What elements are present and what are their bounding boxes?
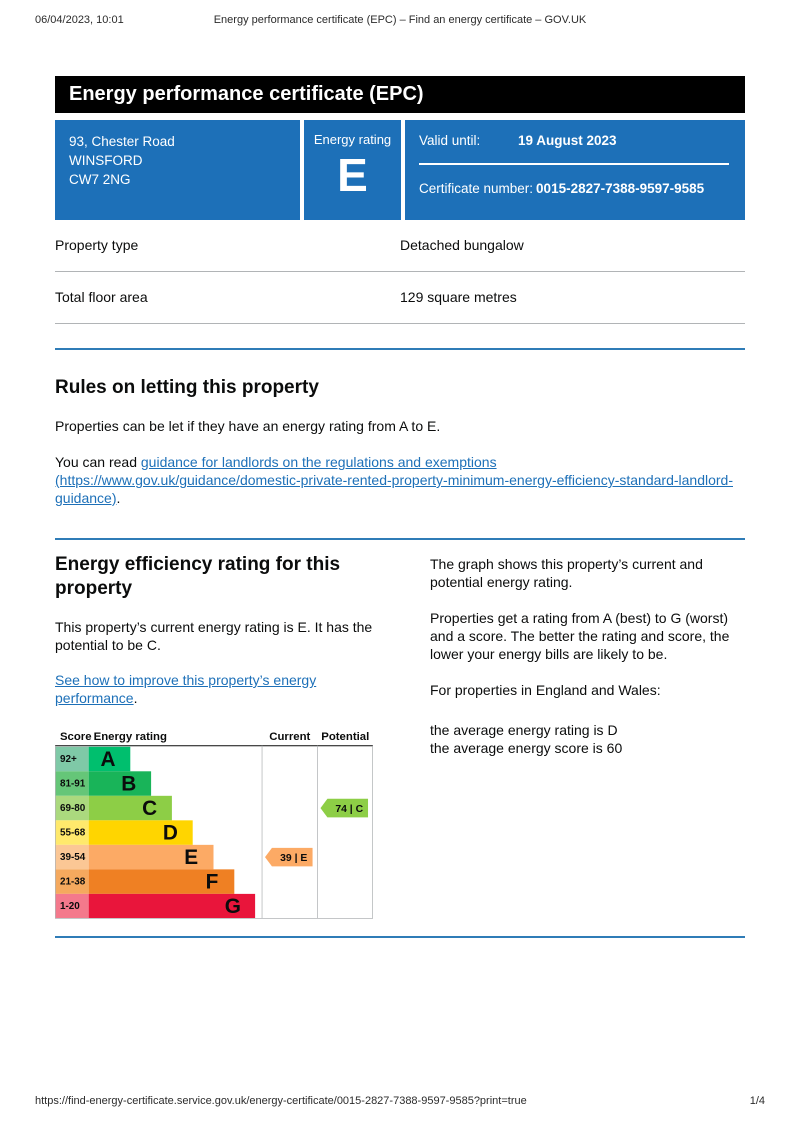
rules-section-heading: Rules on letting this property: [55, 377, 319, 398]
average-score-line: the average energy score is 60: [430, 740, 623, 756]
improve-link-suffix: .: [133, 690, 138, 706]
section-divider: [55, 538, 745, 540]
valid-until-label: Valid until:: [419, 133, 481, 148]
valid-until-value: 19 August 2023: [518, 133, 617, 148]
property-type-value: Detached bungalow: [400, 237, 524, 253]
svg-text:74 | C: 74 | C: [335, 803, 364, 815]
floor-area-value: 129 square metres: [400, 289, 517, 305]
svg-text:A: A: [100, 748, 116, 772]
rules-paragraph: Properties can be let if they have an energy rating from A to E.: [55, 418, 441, 434]
svg-text:39-54: 39-54: [59, 852, 86, 864]
address-line-1: 93, Chester Road: [69, 134, 175, 149]
england-wales-paragraph: For properties in England and Wales:: [430, 682, 661, 698]
svg-text:81-91: 81-91: [59, 778, 86, 790]
svg-text:1-20: 1-20: [59, 901, 80, 913]
section-divider: [55, 348, 745, 350]
svg-text:Current: Current: [269, 730, 311, 743]
section-divider: [55, 936, 745, 938]
guidance-text-suffix: .: [116, 490, 121, 506]
table-row: [55, 272, 745, 324]
svg-text:69-80: 69-80: [59, 803, 86, 815]
epc-rating-chart: [55, 724, 373, 920]
svg-text:92+: 92+: [59, 754, 77, 766]
svg-text:21-38: 21-38: [59, 876, 86, 888]
graph-description-paragraph: The graph shows this property’s current and potential energy rating.: [430, 556, 703, 590]
energy-rating-label: Energy rating: [313, 132, 392, 147]
svg-text:F: F: [205, 870, 219, 894]
svg-text:D: D: [162, 821, 178, 845]
svg-text:Potential: Potential: [321, 730, 370, 743]
browser-print-header: [0, 0, 800, 26]
svg-text:Score: Score: [59, 730, 92, 743]
page-content: [55, 76, 745, 938]
property-details-table: [55, 220, 745, 324]
browser-print-footer: [35, 1095, 765, 1107]
svg-text:E: E: [184, 846, 199, 870]
svg-text:39 | E: 39 | E: [280, 852, 308, 864]
guidance-text-prefix: You can read: [55, 454, 141, 470]
property-type-label: Property type: [55, 237, 139, 253]
property-address-box: [55, 120, 300, 220]
svg-text:Energy rating: Energy rating: [93, 730, 167, 743]
efficiency-section-heading: Energy efficiency rating for this property: [55, 554, 341, 599]
svg-text:C: C: [142, 797, 158, 821]
validity-divider: [419, 163, 729, 165]
certificate-summary: [55, 120, 745, 220]
certificate-title-banner: Energy performance certificate (EPC): [55, 76, 745, 113]
valid-until-row: [419, 133, 729, 148]
print-datetime: 06/04/2023, 10:01: [35, 14, 124, 26]
certificate-number-row: [419, 181, 729, 196]
table-row: [55, 220, 745, 272]
efficiency-summary-paragraph: This property’s current energy rating is E. It has the potential to be C.: [55, 619, 373, 653]
print-page-title: Energy performance certificate (EPC) – Find an energy certificate – GOV.UK: [213, 14, 587, 26]
energy-rating-box: [304, 120, 401, 220]
efficiency-rating-section: [55, 553, 745, 920]
print-footer-url: https://find-energy-certificate.service.gov.uk/energy-certificate/0015-2827-7388-9597-9585?print=true: [35, 1095, 527, 1107]
efficiency-left-column: [55, 553, 400, 920]
certificate-number-label: Certificate number:: [419, 181, 534, 196]
rules-guidance-paragraph: [55, 453, 745, 507]
svg-text:55-68: 55-68: [59, 827, 86, 839]
validity-box: [405, 120, 745, 220]
average-rating-line: the average energy rating is D: [430, 722, 618, 738]
improve-property-link[interactable]: See how to improve this property’s energy performance: [55, 672, 317, 706]
address-line-2: WINSFORD: [69, 153, 143, 168]
energy-rating-value: E: [337, 149, 368, 201]
print-footer-page-number: 1/4: [749, 1095, 765, 1107]
floor-area-label: Total floor area: [55, 289, 148, 305]
address-line-3: CW7 2NG: [69, 172, 131, 187]
improve-paragraph: [55, 671, 400, 707]
average-values-block: [430, 721, 745, 757]
rating-explanation-paragraph: Properties get a rating from A (best) to G (worst) and a score. The better the rating and score, the lower your energy bills are likely to be.: [430, 610, 730, 662]
epc-chart-svg: [55, 724, 373, 920]
efficiency-right-column: [430, 553, 745, 920]
svg-text:B: B: [121, 772, 137, 796]
certificate-number-value: 0015-2827-7388-9597-9585: [536, 181, 705, 196]
svg-text:G: G: [224, 895, 241, 919]
landlord-guidance-link[interactable]: guidance for landlords on the regulations and exemptions (https://www.gov.uk/guidance/domestic-private-rented-property-minimum-energy-efficiency-standard-landlord-guidance): [55, 454, 733, 506]
